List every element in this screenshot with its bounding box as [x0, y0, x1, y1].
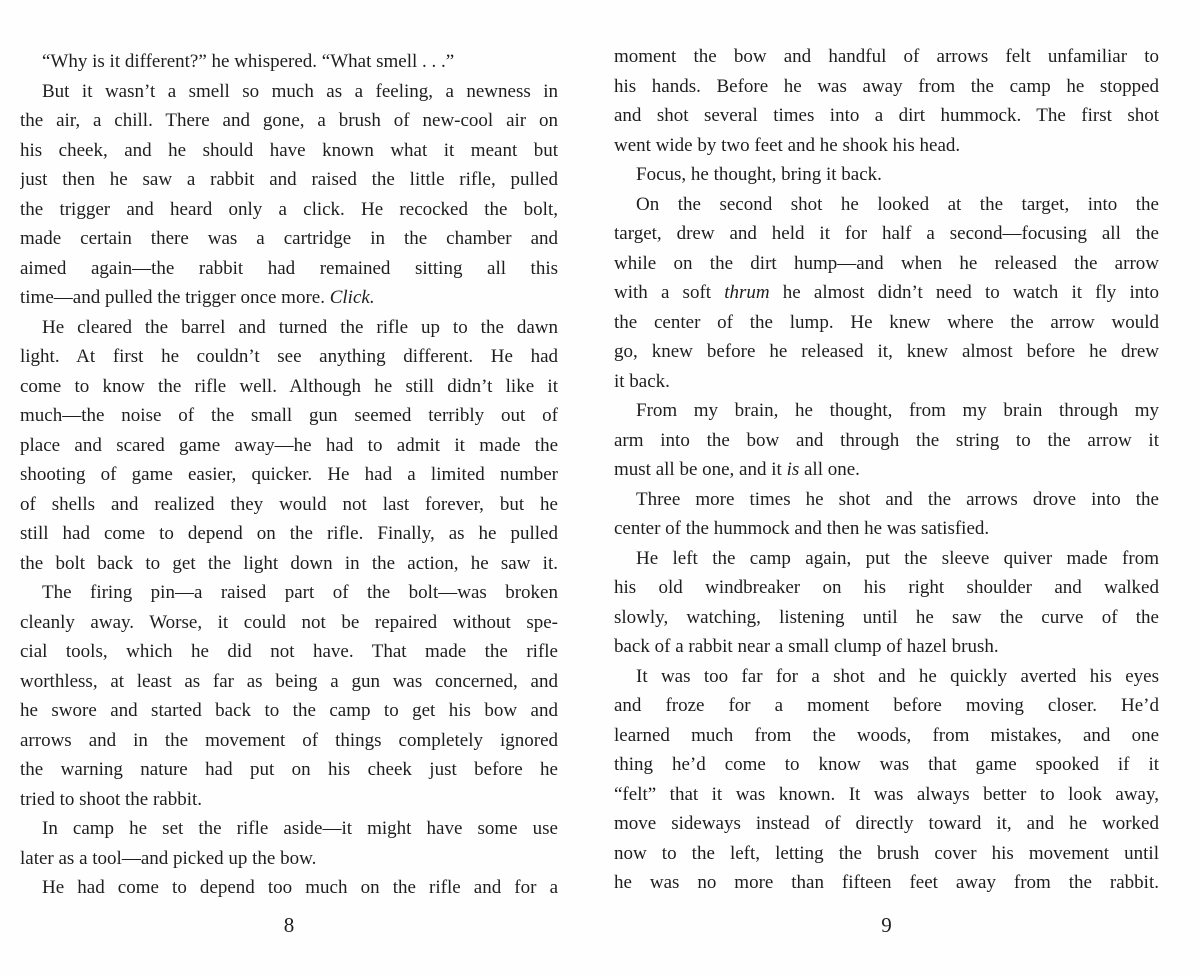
text-line: he swore and started back to the camp to get his bow and: [20, 700, 558, 721]
text-line: the air, a chill. There and gone, a brush of new-cool air on: [20, 110, 558, 131]
text-line: In camp he set the rifle aside—it might have some use: [42, 818, 558, 839]
text-line: He had come to depend too much on the rifle and for a: [42, 877, 558, 898]
text-line: he was no more than fifteen feet away from the rabbit.: [614, 872, 1159, 893]
text-line: back of a rabbit near a small clump of hazel brush.: [614, 636, 999, 657]
text-line: it back.: [614, 370, 670, 392]
text-line: and shot several times into a dirt hummock. The first shot: [614, 105, 1159, 126]
text-line: must all be one, and it is all one.: [614, 459, 860, 480]
text-line: It was too far for a shot and he quickly averted his eyes: [636, 665, 1159, 687]
text-line: learned much from the woods, from mistakes, and one: [614, 724, 1159, 746]
text-line: “felt” that it was known. It was always better to look away,: [614, 783, 1159, 805]
text-line: now to the left, letting the brush cover his movement until: [614, 842, 1159, 864]
page-number-left: 8: [283, 913, 295, 937]
text-line: his hands. Before he was away from the camp he stopped: [614, 75, 1159, 97]
text-line: arrows and in the movement of things completely ignored: [20, 729, 558, 751]
page-number-right: 9: [881, 913, 892, 937]
text-line: move sideways instead of directly toward it, and he worked: [614, 813, 1159, 834]
text-line: On the second shot he looked at the target, into the: [636, 193, 1159, 215]
text-line: the bolt back to get the light down in the action, he saw it.: [20, 552, 558, 574]
text-line: later as a tool—and picked up the bow.: [20, 847, 317, 869]
text-line: the trigger and heard only a click. He recocked the bolt,: [20, 198, 558, 220]
text-line: just then he saw a rabbit and raised the little rifle, pulled: [20, 169, 558, 190]
page-right-text: [614, 42, 1159, 898]
text-line: cial tools, which he did not have. That made the rifle: [20, 641, 558, 662]
text-line: He left the camp again, put the sleeve quiver made from: [636, 547, 1159, 569]
text-line: and froze for a moment before moving closer. He’d: [614, 695, 1159, 716]
text-line: worthless, at least as far as being a gun was concerned, and: [20, 670, 558, 692]
text-line: the center of the lump. He knew where the arrow would: [614, 311, 1159, 333]
text-line: moment the bow and handful of arrows felt unfamiliar to: [614, 46, 1159, 67]
text-line: his cheek, and he should have known what it meant but: [20, 139, 558, 161]
text-line: still had come to depend on the rifle. Finally, as he pulled: [20, 523, 558, 544]
text-line: From my brain, he thought, from my brain through my: [636, 400, 1159, 421]
text-line: his old windbreaker on his right shoulder and walked: [614, 577, 1159, 598]
text-line: slowly, watching, listening until he saw the curve of the: [614, 606, 1159, 628]
text-line: come to know the rifle well. Although he still didn’t like it: [20, 375, 558, 397]
text-line: place and scared game away—he had to admit it made the: [20, 434, 558, 456]
text-line: arm into the bow and through the string to the arrow it: [614, 429, 1159, 451]
text-line: aimed again—the rabbit had remained sitting all this: [20, 257, 558, 279]
text-line: time—and pulled the trigger once more. Click.: [20, 287, 375, 308]
text-line: center of the hummock and then he was satisfied.: [614, 518, 990, 539]
text-line: of shells and realized they would not last forever, but he: [20, 493, 558, 515]
text-line: tried to shoot the rabbit.: [20, 788, 203, 810]
text-line: much—the noise of the small gun seemed terribly out of: [20, 405, 558, 426]
text-line: He cleared the barrel and turned the rifle up to the dawn: [42, 316, 558, 338]
text-line: shooting of game easier, quicker. He had a limited number: [20, 464, 558, 485]
text-line: The firing pin—a raised part of the bolt—was broken: [42, 582, 558, 603]
text-line: go, knew before he released it, knew almost before he drew: [614, 341, 1159, 362]
text-line: light. At first he couldn’t see anything different. He had: [20, 346, 558, 367]
page-left-text: [20, 47, 558, 903]
text-line: cleanly away. Worse, it could not be repaired without spe-: [20, 611, 558, 633]
text-line: made certain there was a cartridge in the chamber and: [20, 228, 558, 249]
text-line: “Why is it different?” he whispered. “What smell . . .”: [42, 51, 455, 72]
text-line: Three more times he shot and the arrows drove into the: [636, 488, 1159, 510]
text-line: went wide by two feet and he shook his head.: [614, 134, 961, 156]
text-line: with a soft thrum he almost didn’t need to watch it fly into: [614, 282, 1159, 303]
text-line: target, drew and held it for half a second—focusing all the: [614, 223, 1159, 244]
text-line: the warning nature had put on his cheek just before he: [20, 759, 558, 780]
text-line: But it wasn’t a smell so much as a feeling, a newness in: [42, 80, 558, 102]
text-line: while on the dirt hump—and when he released the arrow: [614, 252, 1159, 274]
text-line: thing he’d come to know was that game spooked if it: [614, 754, 1159, 775]
text-line: Focus, he thought, bring it back.: [636, 164, 882, 185]
